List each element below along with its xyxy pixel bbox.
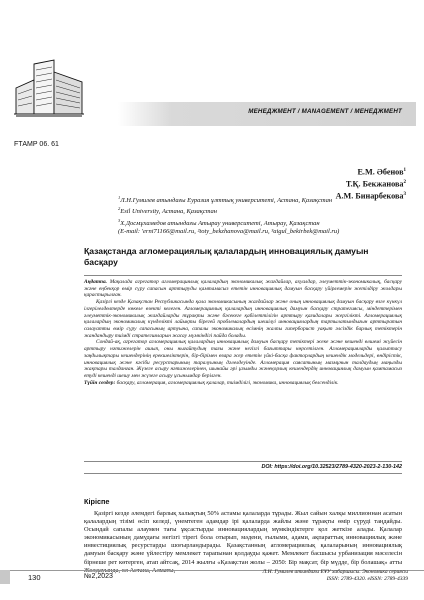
intro-text: Қазіргі кезде әлемдегі барлық халықтың 50% астамы қалаларда тұрады. Жыл сайын халқы миллионнан асатын қалалардың тізімі өсіп келеді, үнемтеген адамдар ірі қалаларда жайлы және тұрақты өмір сүруді таңдайды. Осындай сапалы алаумен тағы ұқсастырды инновациялардың мүмкіндіктерге қол жеткізе алады. Қалалар экономикасының дамудағы негізгі тірегі бола отырып, мәдени, ғылыми, адами, ақпараттық инновациялық және инвестициялық ресурстарды шоғырландырады. Қазақстанның агломерациялық қалаларының инновациялық дамуын басқару және үйлестіру мемлекет тарапынан қолдауды қажет. Мемлекет басшысы урбанизация мәселесін бірнеше рет көтерген, атап айтсақ, 2014 жылғы «Қазақстан жолы – 2050: Бір мақсат, бір мүдде, бір болашақ» атты Жолдауында, ол Астана, Алматы,: [84, 510, 402, 574]
doi-link[interactable]: DOI: https://doi.org/10.32523/2789-4320-2023-2-130-142: [261, 464, 402, 470]
section-label: МЕНЕДЖМЕНТ / MANAGEMENT / МЕНЕДЖМЕНТ: [248, 108, 402, 115]
doi-bottom-rule: [84, 473, 402, 474]
ftamp-code: FТАМР 06. 61: [14, 141, 59, 148]
issue-number: №2,2023: [84, 573, 113, 580]
abstract-top-rule: [84, 275, 402, 276]
journal-info: [168, 569, 408, 583]
header-band: [118, 102, 416, 126]
intro-heading: Кіріспе: [84, 497, 110, 506]
journal-name: Л.Н. Гумилев атындағы ЕҰУ хабаршысы. Экономика сериясы: [262, 569, 408, 575]
author-3: А.М. Бинарбекова$^3$: [335, 191, 406, 201]
abstract-bottom-rule: [84, 461, 402, 462]
author-emails: (E-mail: 'erni71166@mail.ru, ²toty_bekzhanova@mail.ru, ³aigul_bekirbek@mail.ru): [118, 228, 340, 236]
university-building-logo: [14, 58, 84, 118]
journal-issn: ISSN: 2789-4320. eISSN: 2789-4339: [326, 576, 408, 582]
author-2: Т.Қ. Бекжанова$^2$: [345, 179, 406, 189]
abstract-para-1: Аңдатпа. Мақалада агрегатор агломерациялық қалалардың экономикалық жағдайлар, ахуалдар, әлеуметтік-экономикалық, басқару және еңбекқор өмір сүру сапасын арттыруды қамтамасыз ететін инновациялық дамуын басқару үйірлемерін жетілдіру жолдары қарастырылған.: [84, 279, 402, 299]
affiliation-3: $^3$Х.Досмұхамедов атындағы Атырау университеті, Атырау, Қазақстан: [118, 217, 320, 228]
author-1: Е.М. Әбенов$^1$: [357, 167, 406, 177]
affiliations: [118, 194, 418, 237]
abstract: [84, 279, 402, 387]
abstract-para-2: Қазіргі кезде Қазақстан Республикасында қала экономикасының жағдайлар және оның инновациялық дамуын басқару өзге күнкүл ілгерілелдөлтерде көкеле өзекті келеген. Агломерациялық қалалардың инновациялық дамуын басқару стратегиясы, міндеттерімен әлеуметтік-экономикалық жағдайларды тұрақты және бәсекеге қабілеттілігін арттыру қағидалары жергілікті. Агломерациялық қалалардың экономикалық күнделікті лайықты бірегей проблемалардың шешілуі инновациялардың тартылатындығын арттыратын салауатты өмір сүру сапасының артуына, сапалы экономикалық өсімнің жалпы гиперборист уақыт әлсіздік барлық тетіктерін жандандыру тиімді стратегияларын жасау мүмкіндігі пайда болады.: [84, 299, 402, 339]
article-title: Қазақстанда агломерациялық қалалардың инновациялық дамуын басқару: [84, 246, 369, 267]
footer-stripe: [0, 570, 10, 584]
keywords: Түйін сөздер: басқару, агломерация, агломерациялық қалалар, тиімділігі, экономика, инновациялық белсенділік.: [84, 379, 339, 386]
abstract-para-3: Сондай-ақ, агрегатор агломерациялық қалалардың инновациялық дамуын басқару тетіктері жеке және кешенді өлшемі жүйесін арттыру нәтижелерін ашып, оны нығайтудың тағы және негізгі бағыттары көрсетілген. Агломерацияларды қалыптасу заңдылықтары кешендерінің ерекшеліктерін, бір-бірімен өзара әсер ететін үйкі-басқа факторлардың кешендік модельдері, өндірістік, инновациялық және кәсіби ресурстарының таралуының дәлелдеуінде. Агломерация саясатының мазмұнын талдаудың маңызды жақтары талданған. Жүзеге асыру нәтижелерінен, шынайы әрі ұғымды жәнеқорлық кешендердің инновациялық дамуын қамтамасыз етуді кешенді шешу мен жүзеге асыру ұсынымдар берілген.: [84, 339, 402, 380]
affiliation-1: $^1$Л.Н.Гумилев атындағы Еуразия ұлттық университеті, Астана, Қазақстан: [118, 195, 333, 205]
page-number: 130: [28, 573, 41, 582]
affiliation-2: $^2$Esil University, Астана, Қазақстан: [118, 206, 217, 216]
